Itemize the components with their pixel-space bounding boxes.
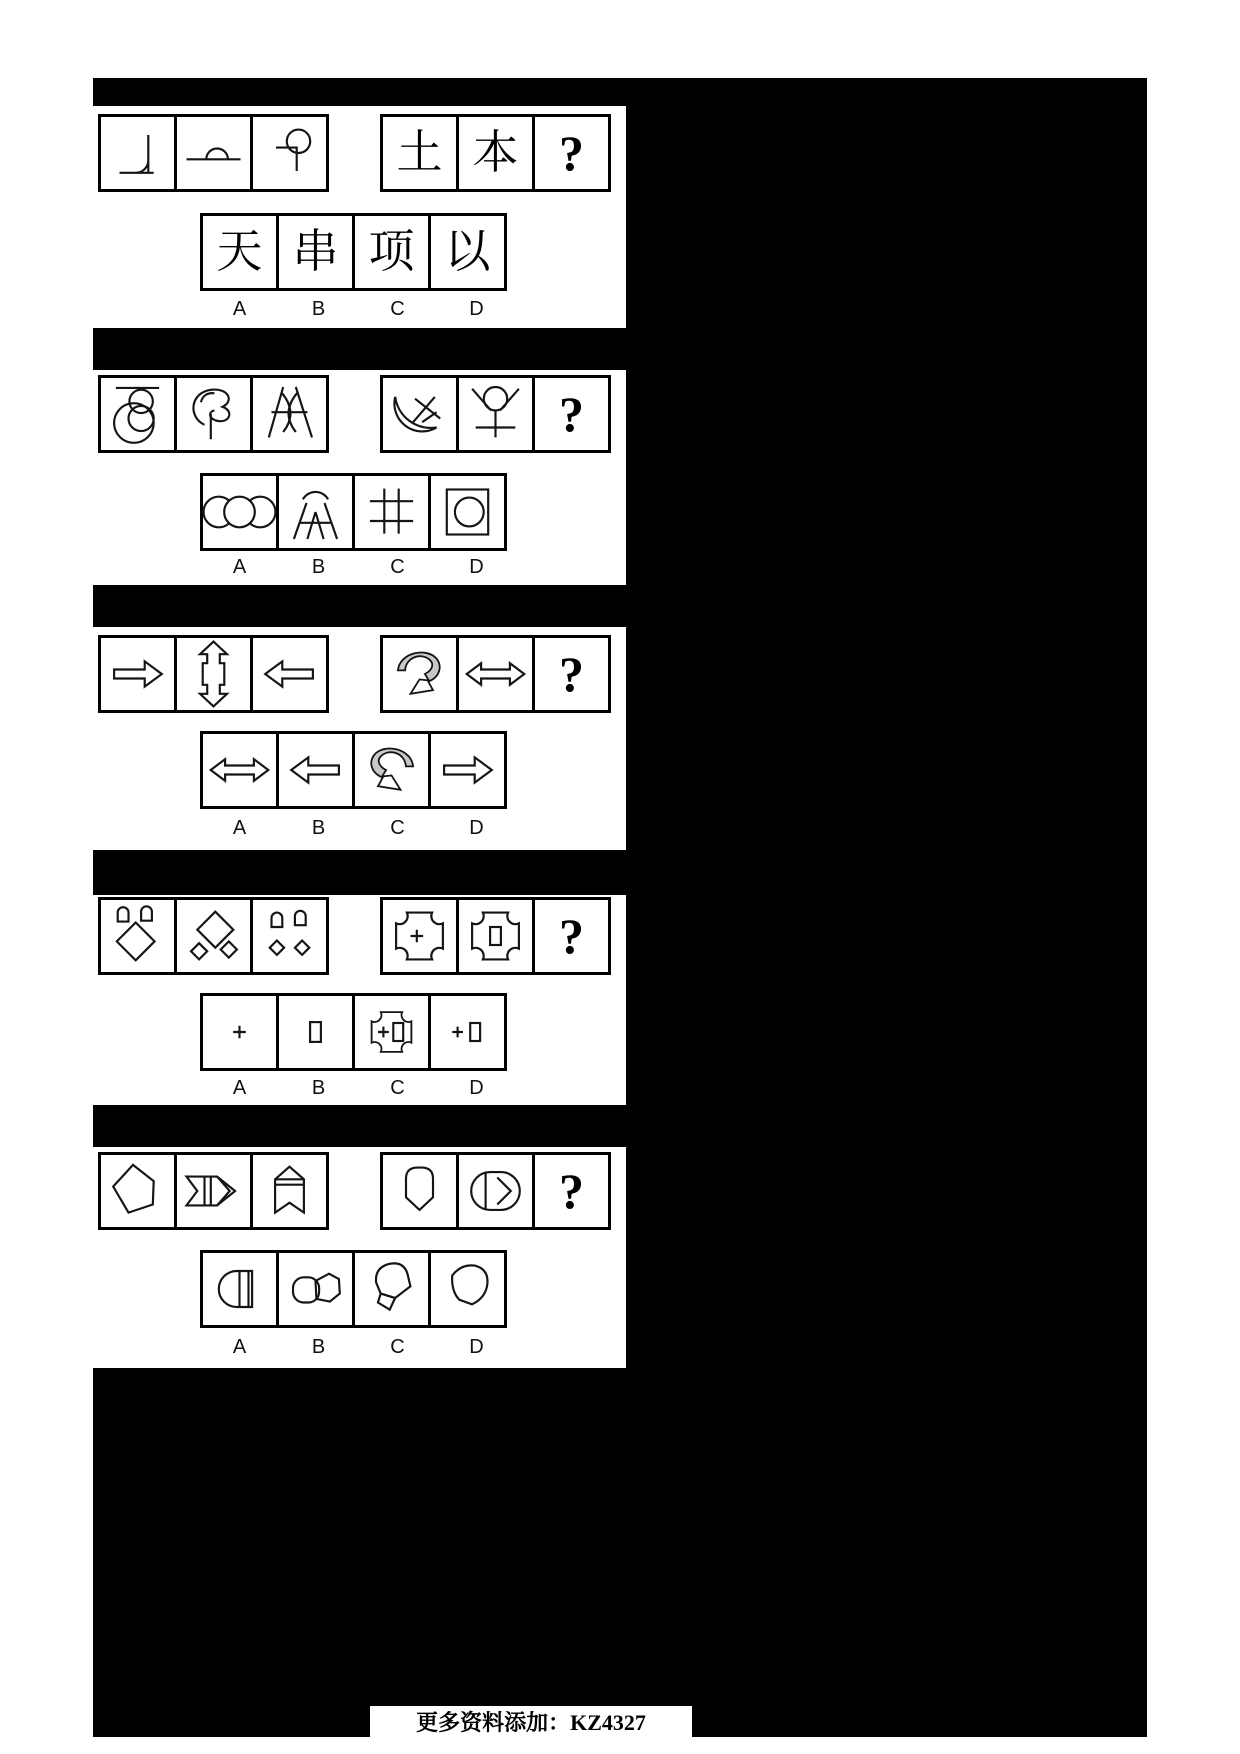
option-label: A [232, 1336, 247, 1358]
prompt-character-cell [456, 114, 535, 192]
option-labels [200, 817, 516, 840]
prompt-group [380, 114, 611, 192]
option-label: C [390, 817, 405, 839]
figure-badge-with-rect [456, 897, 535, 975]
option-label: D [469, 1336, 484, 1358]
option-labels [200, 1077, 516, 1100]
footer-watermark-box [370, 1706, 692, 1737]
option-labels [200, 298, 516, 321]
figure-striped-chevron-arrow [174, 1152, 253, 1230]
figure-right-arrow [98, 635, 177, 713]
figure-crescent-with-cross-lines [380, 375, 459, 453]
question-mark: ? [559, 125, 584, 181]
question-mark-cell [532, 375, 611, 453]
option-label: D [469, 817, 484, 839]
option-label: A [232, 556, 247, 578]
option-label: B [311, 1077, 326, 1099]
prompt-group [380, 1152, 611, 1230]
option-a-figure-circle-chain [200, 473, 279, 551]
option-b-figure-left-arrow [276, 731, 355, 809]
figure-curved-ribbon-arrow [380, 635, 459, 713]
prompt-group [380, 635, 611, 713]
sequence-group [98, 897, 329, 975]
sequence-group [98, 114, 329, 192]
option-label: D [469, 1077, 484, 1099]
option-b-figure-rect [276, 993, 355, 1071]
option-b-figure-a-frame-dome [276, 473, 355, 551]
prompt-group [380, 375, 611, 453]
option-label: A [232, 298, 247, 320]
option-b-cell [276, 213, 355, 291]
option-character: 天 [216, 226, 263, 277]
option-d-cell [428, 213, 507, 291]
option-c-figure-curved-arrow-mirrored [352, 731, 431, 809]
question-mark: ? [559, 386, 584, 442]
option-label: D [469, 298, 484, 320]
prompt-character: 土 [396, 127, 443, 178]
question-mark-cell [532, 114, 611, 192]
option-c-figure-badge-plus-rect [352, 993, 431, 1071]
option-a-figure-double-arrow [200, 731, 279, 809]
prompt-group [380, 897, 611, 975]
option-label: B [311, 298, 326, 320]
option-d-figure-rounded-fan [428, 1250, 507, 1328]
option-c-cell [352, 213, 431, 291]
options-row [200, 473, 507, 551]
figure-arches-and-diamonds [250, 897, 329, 975]
figure-circles-with-top-bar [98, 375, 177, 453]
option-character: 以 [444, 226, 491, 277]
figure-horizontal-double-arrow [456, 635, 535, 713]
option-label: C [390, 1336, 405, 1358]
option-d-figure-square-circle [428, 473, 507, 551]
figure-stadium-with-chevron [456, 1152, 535, 1230]
question-mark-cell [532, 1152, 611, 1230]
option-label: C [390, 1077, 405, 1099]
option-label: B [311, 1336, 326, 1358]
option-label: D [469, 556, 484, 578]
question-panel-3 [93, 627, 626, 850]
question-panel-5 [93, 1147, 626, 1368]
figure-dome-on-line [174, 114, 253, 192]
figure-hook-line-with-circle [250, 114, 329, 192]
question-mark: ? [559, 1163, 584, 1219]
option-labels [200, 556, 516, 579]
question-mark-cell [532, 635, 611, 713]
option-a-cell [200, 213, 279, 291]
figure-shield-shape [380, 1152, 459, 1230]
figure-loop-blob-with-stem [174, 375, 253, 453]
sequence-group [98, 635, 329, 713]
question-panel-2 [93, 370, 626, 585]
figure-vertical-double-arrow-block [174, 635, 253, 713]
question-panel-4 [93, 895, 626, 1105]
question-mark: ? [559, 646, 584, 702]
option-a-figure-plus [200, 993, 279, 1071]
figure-crossed-curves-bowtie [250, 375, 329, 453]
sequence-group [98, 375, 329, 453]
figure-badge-with-plus [380, 897, 459, 975]
figure-left-arrow [250, 635, 329, 713]
option-b-figure-capsule-hexagon [276, 1250, 355, 1328]
option-d-figure-plus-and-rect [428, 993, 507, 1071]
figure-bookmark-banner [250, 1152, 329, 1230]
option-label: B [311, 817, 326, 839]
option-label: C [390, 298, 405, 320]
option-label: C [390, 556, 405, 578]
options-row [200, 731, 507, 809]
option-c-figure-well-grid [352, 473, 431, 551]
question-mark-cell [532, 897, 611, 975]
option-d-figure-right-arrow [428, 731, 507, 809]
option-a-figure-bullet-dividers [200, 1250, 279, 1328]
option-label: B [311, 556, 326, 578]
option-character: 串 [292, 226, 339, 277]
option-label: A [232, 1077, 247, 1099]
option-c-figure-folded-tag [352, 1250, 431, 1328]
option-character: 项 [368, 226, 415, 277]
figure-right-angle-with-arc [98, 114, 177, 192]
figure-diamond-with-small-diamonds [174, 897, 253, 975]
options-row [200, 213, 507, 291]
prompt-character: 本 [472, 127, 519, 178]
figure-irregular-pentagon [98, 1152, 177, 1230]
question-panel-1 [93, 106, 626, 328]
sequence-group [98, 1152, 329, 1230]
option-label: A [232, 817, 247, 839]
option-labels [200, 1336, 516, 1359]
options-row [200, 1250, 507, 1328]
options-row [200, 993, 507, 1071]
figure-diamond-with-arches [98, 897, 177, 975]
footer-watermark-text: 更多资料添加：KZ4327 [416, 1710, 646, 1735]
question-mark: ? [559, 908, 584, 964]
figure-circle-v-person [456, 375, 535, 453]
prompt-character-cell [380, 114, 459, 192]
